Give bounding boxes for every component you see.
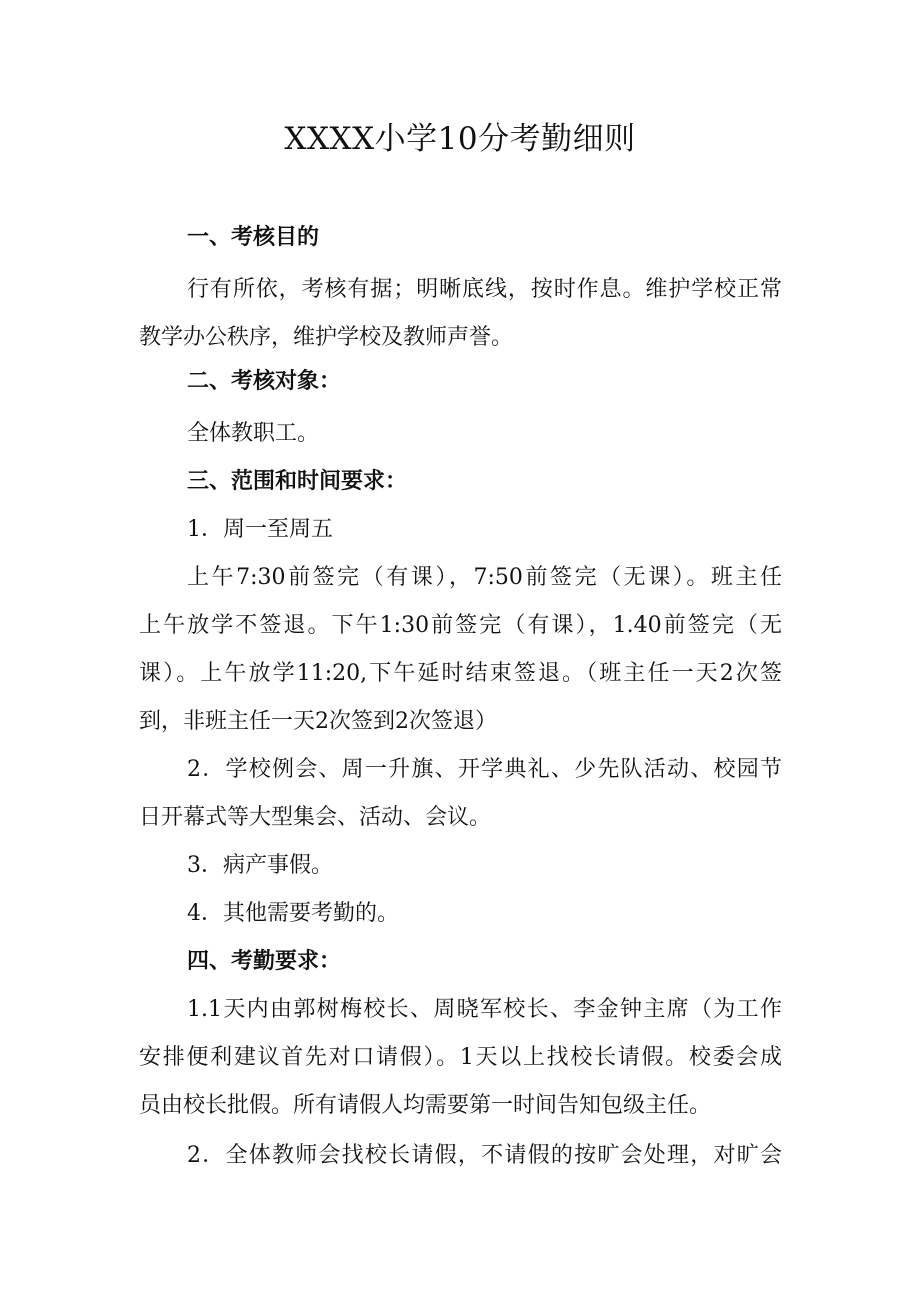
line-text: 教学办公秩序，维护学校及教师声誉。 (139, 325, 514, 350)
section-heading (0, 214, 920, 262)
line-text: 2．全体教师会找校长请假，不请假的按旷会处理，对旷会 (187, 1143, 782, 1168)
paragraph-line (0, 602, 920, 650)
line-text: 四、考勤要求： (187, 949, 342, 974)
line-text: 1．周一至周五 (187, 517, 333, 542)
section-heading (0, 358, 920, 406)
document-title: XXXX小学10分考勤细则 (284, 121, 636, 157)
paragraph-line (0, 1034, 920, 1082)
line-text: 行有所依，考核有据；明晰底线，按时作息。维护学校正常 (187, 277, 782, 302)
paragraph-line (0, 506, 920, 554)
paragraph-line (0, 794, 920, 842)
paragraph-line (0, 842, 920, 890)
line-text: 全体教职工。 (187, 421, 320, 446)
line-text: 三、范围和时间要求： (187, 469, 408, 494)
paragraph-line (0, 554, 920, 602)
paragraph-line (0, 266, 920, 314)
paragraph-line (0, 890, 920, 938)
line-text: 课）。上午放学11:20,下午延时结束签退。（班主任一天2次签 (139, 661, 782, 686)
line-text: 到，非班主任一天2次签到2次签退） (139, 709, 497, 734)
line-text: 员由校长批假。所有请假人均需要第一时间告知包级主任。 (139, 1093, 712, 1118)
line-text: 2．学校例会、周一升旗、开学典礼、少先队活动、校园节 (187, 757, 782, 782)
paragraph-line (0, 1132, 920, 1180)
paragraph-line (0, 1082, 920, 1130)
line-text: 上午7:30前签完（有课），7:50前签完（无课）。班主任 (187, 565, 782, 590)
line-text: 日开幕式等大型集会、活动、会议。 (139, 805, 492, 830)
line-text: 安排便利建议首先对口请假）。1天以上找校长请假。校委会成 (139, 1045, 782, 1070)
paragraph-line (0, 698, 920, 746)
line-text: 一、考核目的 (187, 225, 320, 250)
paragraph-line (0, 986, 920, 1034)
paragraph-line (0, 650, 920, 698)
line-text: 4．其他需要考勤的。 (187, 901, 399, 926)
line-text: 二、考核对象： (187, 369, 342, 394)
section-heading (0, 458, 920, 506)
paragraph-line (0, 746, 920, 794)
paragraph-line (0, 314, 920, 362)
line-text: 上午放学不签退。下午1:30前签完（有课），1.40前签完（无 (139, 613, 782, 638)
line-text: 3．病产事假。 (187, 853, 333, 878)
paragraph-line (0, 410, 920, 458)
line-text: 1.1天内由郭树梅校长、周晓军校长、李金钟主席（为工作 (187, 997, 782, 1022)
section-heading (0, 938, 920, 986)
